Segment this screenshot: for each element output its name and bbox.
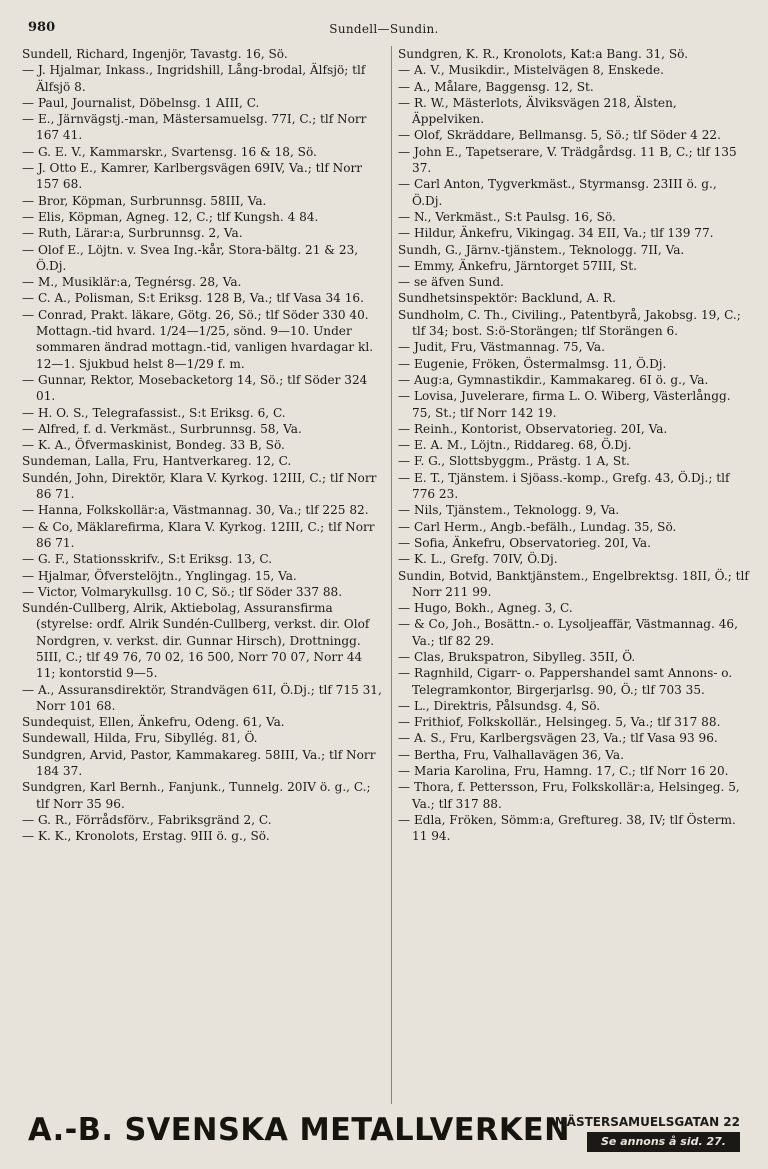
directory-entry: — Reinh., Kontorist, Observatorieg. 20I, Va. [398,421,668,436]
directory-entry: — Conrad, Prakt. läkare, Götg. 26, Sö.; tlf Söder 330 40. Mottagn.-tid hvard. 1/24—1/25, sönd. 9—10. Under sommaren ändrad mottagn.-tid, vanligen hvardagar kl. 12—1. Sjukbud helst 8—1/29 f. m. [22,307,374,371]
directory-entry: Sundequist, Ellen, Änkefru, Odeng. 61, Va. [22,715,285,730]
directory-entry: — Ruth, Lärar:a, Surbrunnsg. 2, Va. [22,226,243,241]
ad-reference-note: Se annons å sid. 27. [587,1132,740,1152]
directory-entry: — E. T., Tjänstem. i Sjöass.-komp., Grefg. 43, Ö.Dj.; tlf 776 23. [398,470,730,502]
left-column [22,46,384,845]
directory-entry: Sundgren, Arvid, Pastor, Kammakareg. 58III, Va.; tlf Norr 184 37. [22,747,376,779]
right-column [398,46,750,845]
directory-entry: — K. A., Öfvermaskinist, Bondeg. 33 B, Sö. [22,438,285,453]
directory-entry: — & Co, Mäklarefirma, Klara V. Kyrkog. 12III, C.; tlf Norr 86 71. [22,519,375,550]
directory-entry: — K. L., Grefg. 70IV, Ö.Dj. [398,552,558,567]
directory-entry: — se äfven Sund. [398,275,504,290]
directory-entry: — Judit, Fru, Västmannag. 75, Va. [398,340,605,355]
directory-entry: — E. A. M., Löjtn., Riddareg. 68, Ö.Dj. [398,438,632,453]
directory-entry: — Carl Herm., Angb.-befälh., Lundag. 35, Sö. [398,519,677,534]
directory-entry: Sundh, G., Järnv.-tjänstem., Teknologg. 7II, Va. [398,242,685,257]
directory-entry: — Edla, Fröken, Sömm:a, Greftureg. 38, IV; tlf Österm. 11 94. [398,812,736,844]
directory-entry: — R. W., Mästerlots, Älviksvägen 218, Älsten, Äppelviken. [398,95,677,127]
ad-company-name: A.-B. SVENSKA METALLVERKEN [28,1112,571,1148]
page-number: 980 [28,20,56,35]
ad-street-address: MÄSTERSAMUELSGATAN 22 [554,1115,740,1129]
directory-entry: — Olof E., Löjtn. v. Svea Ing.-kår, Stora-bältg. 21 & 23, Ö.Dj. [22,242,359,273]
directory-entry: Sundén-Cullberg, Alrik, Aktiebolag, Assuransfirma (styrelse: ordf. Alrik Sundén-Cullberg, verkst. dir. Olof Nordgren, v. verkst. dir. Gunnar Hirsch), Drottningg. 5III, C.; tlf 49 76, 70 02, 16 500, Norr 70 07, Norr 44 11; kontorstid 9—5. [22,601,370,681]
directory-entry: — Sofia, Änkefru, Observatorieg. 20I, Va. [398,535,651,550]
directory-entry: — M., Musiklär:a, Tegnérsg. 28, Va. [22,275,242,290]
directory-entry: — Frithiof, Folkskollär., Helsingeg. 5, Va.; tlf 317 88. [398,715,721,730]
directory-entry: — Hugo, Bokh., Agneg. 3, C. [398,601,573,616]
directory-entry: Sundén, John, Direktör, Klara V. Kyrkog. 12III, C.; tlf Norr 86 71. [22,470,377,502]
directory-entry: — Aug:a, Gymnastikdir., Kammakareg. 6I ö. g., Va. [398,372,709,387]
directory-entry: — Elis, Köpman, Agneg. 12, C.; tlf Kungsh. 4 84. [22,209,319,224]
directory-entry: — A., Målare, Baggensg. 12, St. [398,79,594,94]
directory-entry: — Alfred, f. d. Verkmäst., Surbrunnsg. 58, Va. [22,421,302,436]
directory-entry: Sundewall, Hilda, Fru, Sibyllég. 81, Ö. [22,731,258,746]
directory-entry: — G. E. V., Kammarskr., Svartensg. 16 & 18, Sö. [22,144,317,159]
directory-entry: — Hanna, Folkskollär:a, Västmannag. 30, Va.; tlf 225 82. [22,503,369,518]
directory-entry: — & Co, Joh., Bosättn.- o. Lysoljeaffär, Västmannag. 46, Va.; tlf 82 29. [398,617,738,648]
directory-entry: — E., Järnvägstj.-man, Mästersamuelsg. 77I, C.; tlf Norr 167 41. [22,112,367,143]
directory-entry: — J. Otto E., Kamrer, Karlbergsvägen 69IV, Va.; tlf Norr 157 68. [22,161,363,192]
directory-entry: — N., Verkmäst., S:t Paulsg. 16, Sö. [398,209,616,224]
directory-entry: — A., Assuransdirektör, Strandvägen 61I, Ö.Dj.; tlf 715 31, Norr 101 68. [22,682,382,713]
directory-entry: — G. R., Förrådsförv., Fabriksgränd 2, C. [22,812,272,827]
directory-entry: — A. V., Musikdir., Mistelvägen 8, Enskede. [398,63,665,78]
directory-entry: — C. A., Polisman, S:t Eriksg. 128 B, Va.; tlf Vasa 34 16. [22,291,364,306]
directory-entry: Sundin, Botvid, Banktjänstem., Engelbrektsg. 18II, Ö.; tlf Norr 211 99. [398,568,749,599]
directory-entry: Sundholm, C. Th., Civiling., Patentbyrå, Jakobsg. 19, C.; tlf 34; bost. S:ö-Storängen; tlf Storängen 6. [398,307,741,339]
directory-entry: — Lovisa, Juvelerare, firma L. O. Wiberg, Västerlångg. 75, St.; tlf Norr 142 19. [398,389,731,420]
directory-entry: — Paul, Journalist, Döbelnsg. 1 AIII, C. [22,95,260,110]
directory-entry: — Bror, Köpman, Surbrunnsg. 58III, Va. [22,193,267,208]
directory-entry: — K. K., Kronolots, Erstag. 9III ö. g., Sö. [22,829,270,844]
directory-entry: — A. S., Fru, Karlbergsvägen 23, Va.; tlf Vasa 93 96. [398,731,718,746]
directory-entry: — John E., Tapetserare, V. Trädgårdsg. 11 B, C.; tlf 135 37. [398,144,737,176]
running-head: Sundell—Sundin. [329,22,439,36]
column-divider [391,46,392,1104]
directory-entry: — Bertha, Fru, Valhallavägen 36, Va. [398,747,624,762]
directory-entry: — Victor, Volmarykullsg. 10 C, Sö.; tlf Söder 337 88. [22,584,343,599]
directory-entry: — Ragnhild, Cigarr- o. Pappershandel samt Annons- o. Telegramkontor, Birgerjarlsg. 90, Ö.; tlf 703 35. [398,666,733,697]
directory-entry: — Nils, Tjänstem., Teknologg. 9, Va. [398,503,620,518]
directory-entry: — J. Hjalmar, Inkass., Ingridshill, Lång-brodal, Älfsjö; tlf Älfsjö 8. [22,63,366,94]
advertisement-banner [28,1112,744,1156]
directory-entry: — Maria Karolina, Fru, Hamng. 17, C.; tlf Norr 16 20. [398,764,729,779]
directory-entry: — Emmy, Änkefru, Järntorget 57III, St. [398,258,637,273]
directory-entry: — F. G., Slottsbyggm., Prästg. 1 A, St. [398,454,630,469]
directory-entry: — Clas, Brukspatron, Sibylleg. 35II, Ö. [398,649,636,664]
directory-entry: — Hildur, Änkefru, Vikingag. 34 EII, Va.; tlf 139 77. [398,226,714,241]
directory-entry: — Olof, Skräddare, Bellmansg. 5, Sö.; tlf Söder 4 22. [398,128,721,143]
directory-entry: Sundell, Richard, Ingenjör, Tavastg. 16, Sö. [22,47,288,61]
directory-entry: — Gunnar, Rektor, Mosebacketorg 14, Sö.; tlf Söder 324 01. [22,372,368,404]
directory-entry: Sundgren, K. R., Kronolots, Kat:a Bang. 31, Sö. [398,47,689,61]
directory-entry: — Carl Anton, Tygverkmäst., Styrmansg. 23III ö. g., Ö.Dj. [398,177,717,208]
directory-entry: Sundeman, Lalla, Fru, Hantverkareg. 12, C. [22,454,292,469]
directory-entry: — Hjalmar, Öfverstelöjtn., Ynglingag. 15, Va. [22,568,297,583]
directory-entry: — Thora, f. Pettersson, Fru, Folkskollär:a, Helsingeg. 5, Va.; tlf 317 88. [398,780,740,811]
directory-entry: — G. F., Stationsskrifv., S:t Eriksg. 13, C. [22,552,273,567]
directory-entry: — H. O. S., Telegrafassist., S:t Eriksg. 6, C. [22,405,286,420]
directory-entry: Sundhetsinspektör: Backlund, A. R. [398,291,616,306]
directory-entry: Sundgren, Karl Bernh., Fanjunk., Tunnelg. 20IV ö. g., C.; tlf Norr 35 96. [22,780,371,811]
directory-entry: — L., Direktris, Pålsundsg. 4, Sö. [398,698,601,713]
directory-entry: — Eugenie, Fröken, Östermalmsg. 11, Ö.Dj. [398,356,667,371]
